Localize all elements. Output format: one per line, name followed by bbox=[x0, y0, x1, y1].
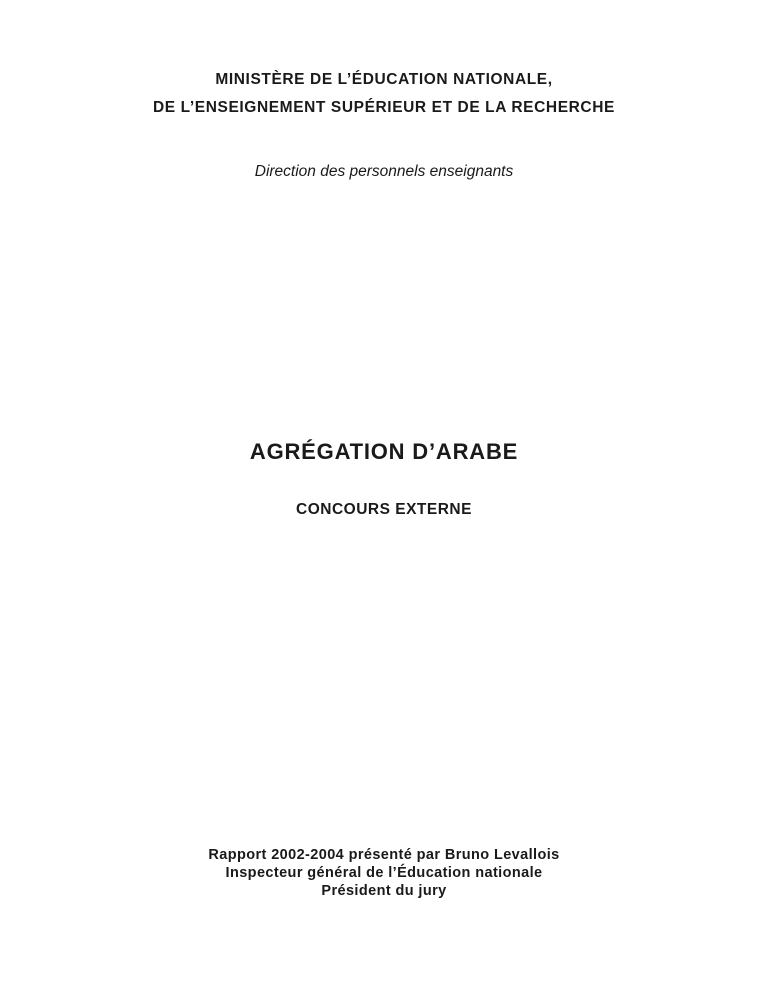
ministry-line-2: DE L’ENSEIGNEMENT SUPÉRIEUR ET DE LA RECHERCHE bbox=[153, 99, 615, 116]
direction-subtitle: Direction des personnels enseignants bbox=[254, 163, 514, 180]
report-credits bbox=[0, 846, 768, 900]
ministry-line-1: MINISTÈRE DE L’ÉDUCATION NATIONALE, bbox=[215, 71, 553, 88]
competition-type: CONCOURS EXTERNE bbox=[296, 501, 472, 518]
ministry-header bbox=[0, 66, 768, 122]
report-line-3: Président du jury bbox=[321, 883, 447, 899]
report-line-2: Inspecteur général de l’Éducation nationale bbox=[225, 865, 543, 881]
report-line-1: Rapport 2002-2004 présenté par Bruno Levallois bbox=[208, 847, 560, 863]
document-title: AGRÉGATION D’ARABE bbox=[249, 439, 519, 464]
